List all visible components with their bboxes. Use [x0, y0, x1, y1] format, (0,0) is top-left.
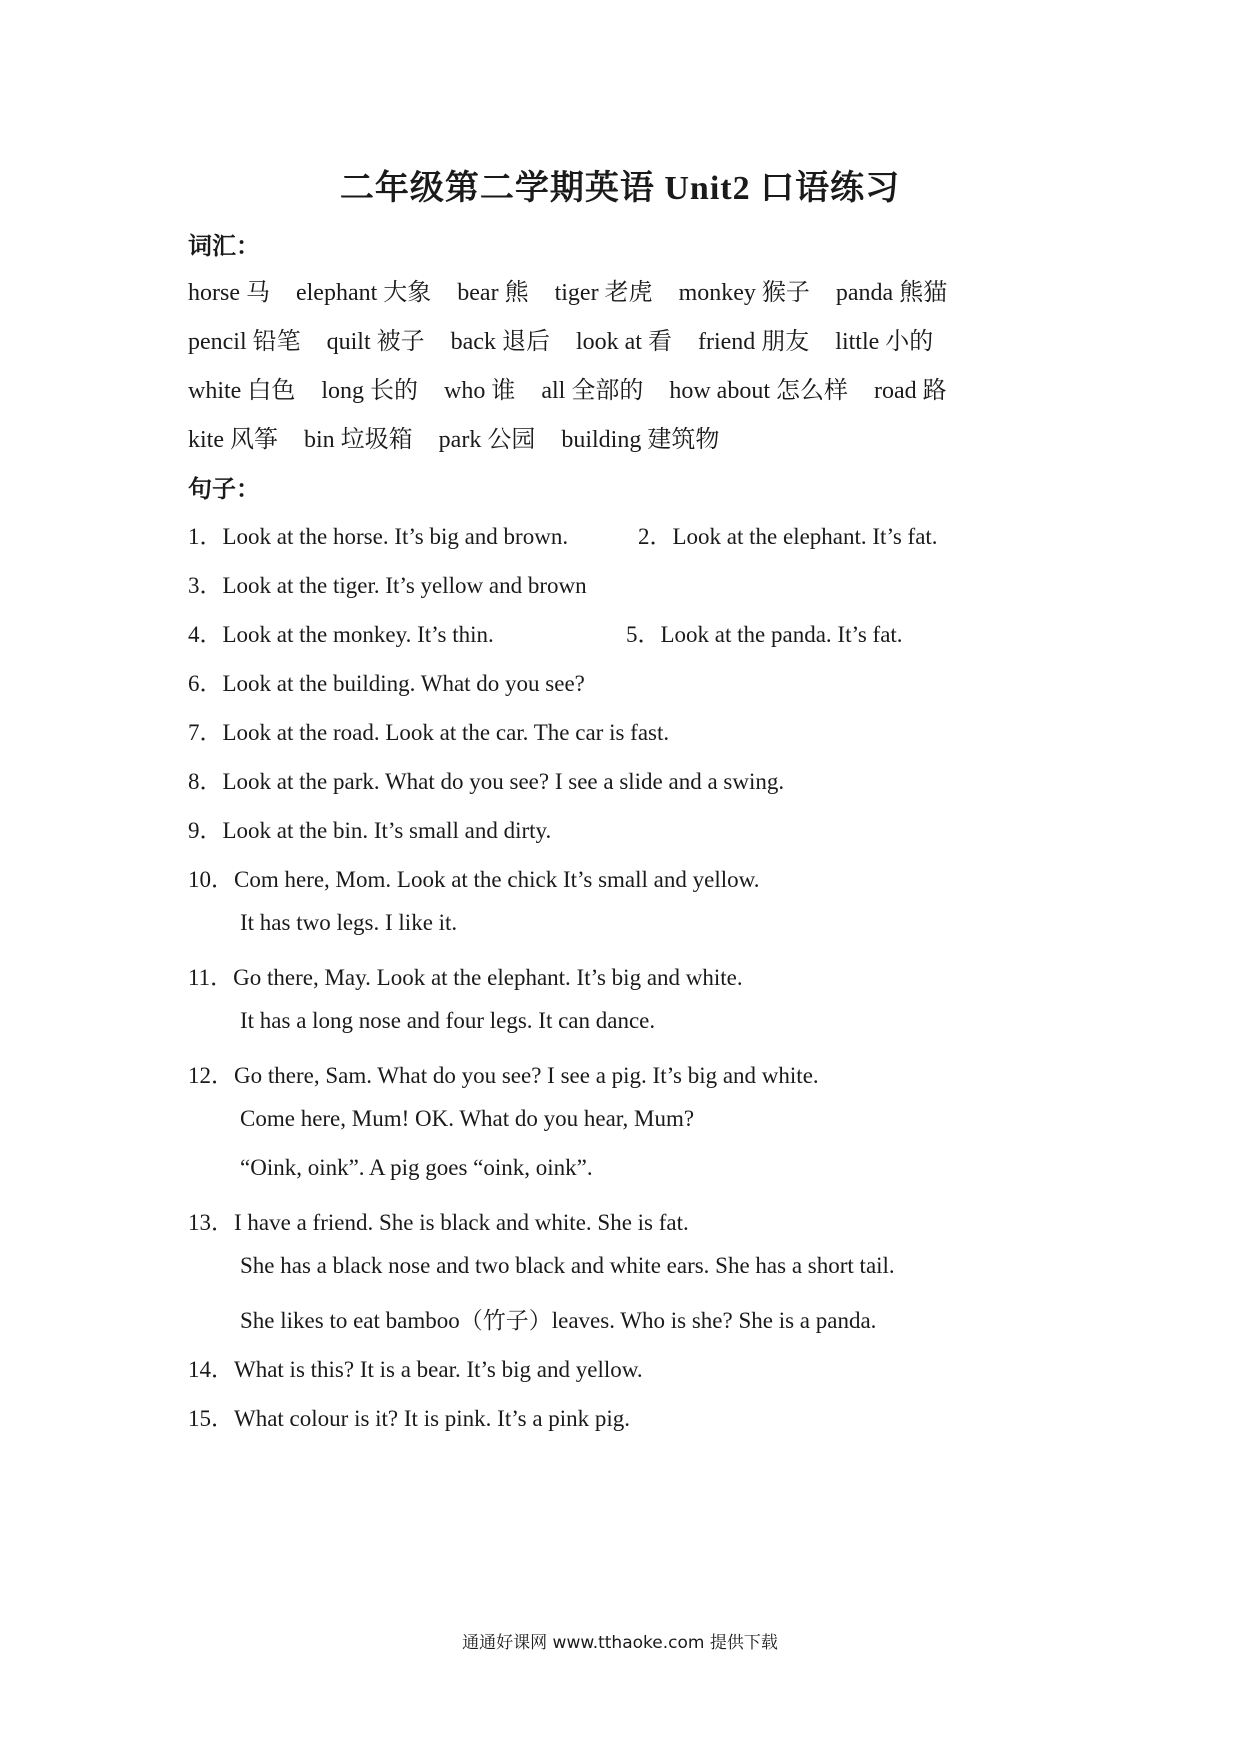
vocab-row-3: [188, 370, 973, 405]
sentence-7: 7．Look at the road. Look at the car. The car is fast.: [188, 720, 670, 745]
vocab-item: park 公园: [438, 427, 536, 453]
sentence-12-cont-2: “Oink, oink”. A pig goes “oink, oink”.: [240, 1155, 593, 1180]
vocab-item: elephant 大象: [295, 280, 432, 306]
page-title: 二年级第二学期英语 Unit2 口语练习: [339, 170, 901, 207]
vocab-item: tiger 老虎: [554, 280, 653, 306]
sentence-8: 8．Look at the park. What do you see? I see a slide and a swing.: [188, 769, 785, 794]
sentence-13-cont-1: She has a black nose and two black and white ears. She has a short tail.: [240, 1253, 895, 1278]
sentence-10-cont: It has two legs. I like it.: [240, 910, 458, 935]
vocab-item: kite 风筝: [188, 427, 278, 453]
vocab-item: white 白色: [188, 378, 296, 404]
vocab-item: friend 朋友: [697, 329, 810, 355]
vocab-row-2: [188, 321, 959, 356]
vocab-item: bear 熊: [457, 280, 529, 306]
sentence-12-cont-1: Come here, Mum! OK. What do you hear, Mum?: [240, 1106, 695, 1131]
sentence-5: 5．Look at the panda. It’s fat.: [626, 622, 903, 647]
vocab-heading: 词汇：: [188, 234, 260, 260]
footer-download-note: 通通好课网 www.tthaoke.com 提供下载: [462, 1633, 778, 1653]
sentence-12: 12．Go there, Sam. What do you see? I see a pig. It’s big and white.: [188, 1063, 819, 1088]
vocab-item: pencil 铅笔: [188, 329, 301, 355]
sentence-9: 9．Look at the bin. It’s small and dirty.: [188, 818, 552, 843]
vocab-item: road 路: [874, 378, 947, 404]
sentence-13: 13．I have a friend. She is black and white. She is fat.: [188, 1210, 689, 1235]
vocab-item: horse 马: [188, 280, 270, 306]
sentence-13-cont-2: She likes to eat bamboo（竹子）leaves. Who is she? She is a panda.: [240, 1308, 877, 1333]
sentence-6: 6．Look at the building. What do you see?: [188, 671, 585, 696]
sentence-4: 4．Look at the monkey. It’s thin.: [188, 622, 494, 647]
vocab-item: look at 看: [575, 329, 672, 355]
sentence-15: 15．What colour is it? It is pink. It’s a pink pig.: [188, 1406, 631, 1431]
sentence-11-cont: It has a long nose and four legs. It can dance.: [240, 1008, 656, 1033]
vocab-item: who 谁: [444, 378, 516, 404]
vocab-item: quilt 被子: [326, 329, 425, 355]
vocab-item: back 退后: [450, 329, 550, 355]
sentence-1: 1．Look at the horse. It’s big and brown.: [188, 524, 569, 549]
vocab-row-4: [188, 419, 745, 454]
vocab-item: how about 怎么样: [669, 378, 848, 404]
vocab-item: long 长的: [321, 378, 418, 404]
sentences-heading: 句子：: [188, 477, 260, 503]
vocab-item: little 小的: [835, 329, 934, 355]
vocab-row-1: [188, 272, 973, 307]
sentence-14: 14．What is this? It is a bear. It’s big and yellow.: [188, 1357, 643, 1382]
sentence-3: 3．Look at the tiger. It’s yellow and brown: [188, 573, 587, 598]
vocab-item: bin 垃圾箱: [304, 427, 413, 453]
sentence-11: 11．Go there, May. Look at the elephant. It’s big and white.: [188, 965, 743, 990]
vocab-item: all 全部的: [541, 378, 644, 404]
sentence-10: 10．Com here, Mom. Look at the chick It’s small and yellow.: [188, 867, 760, 892]
vocab-item: monkey 猴子: [678, 280, 810, 306]
sentence-2: 2．Look at the elephant. It’s fat.: [638, 524, 938, 549]
vocab-item: building 建筑物: [561, 427, 720, 453]
vocab-item: panda 熊猫: [835, 280, 948, 306]
